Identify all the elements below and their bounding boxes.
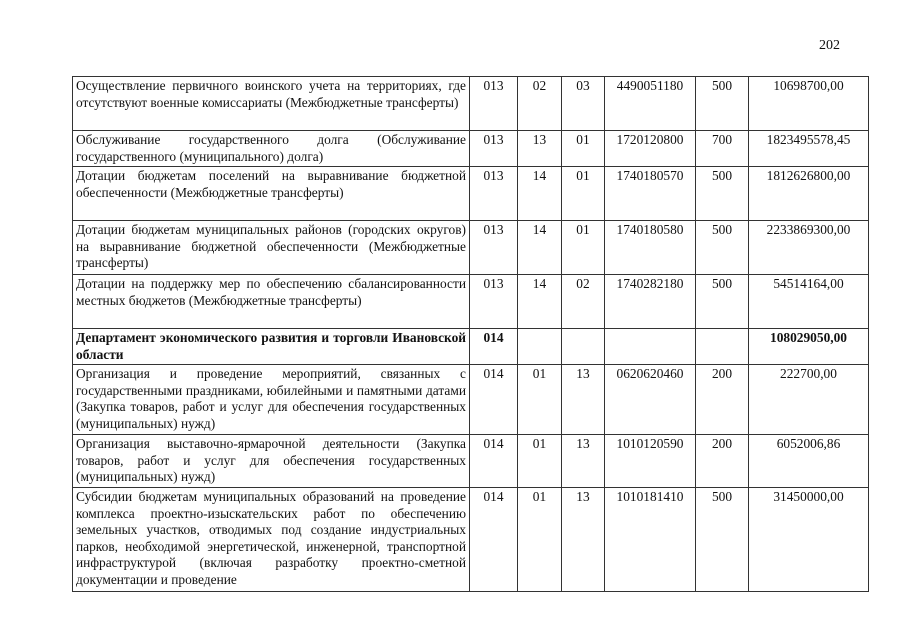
amount: 1812626800,00: [749, 167, 869, 221]
table-row: [73, 365, 869, 435]
target-article-code: 1740180580: [605, 221, 696, 275]
section-code: 01: [518, 435, 562, 488]
section-code: 14: [518, 275, 562, 329]
row-name: Дотации на поддержку мер по обеспечению сбалансированности местных бюджетов (Межбюджетные трансферты): [73, 275, 470, 329]
target-article-code: 1740180570: [605, 167, 696, 221]
amount: 2233869300,00: [749, 221, 869, 275]
subsection-code: 13: [562, 365, 605, 435]
amount: 10698700,00: [749, 77, 869, 131]
amount: 108029050,00: [749, 329, 869, 365]
row-name: Дотации бюджетам поселений на выравнивание бюджетной обеспеченности (Межбюджетные трансферты): [73, 167, 470, 221]
section-code: 14: [518, 167, 562, 221]
section-code: 02: [518, 77, 562, 131]
ministry-code: 014: [470, 488, 518, 592]
target-article-code: 0620620460: [605, 365, 696, 435]
target-article-code: 1740282180: [605, 275, 696, 329]
target-article-code: 1010120590: [605, 435, 696, 488]
subsection-code: 13: [562, 488, 605, 592]
expense-type-code: 500: [696, 167, 749, 221]
row-name: Организация и проведение мероприятий, связанных с государственными праздниками, юбилейными и памятными датами (Закупка товаров, работ и услуг для обеспечения государственных (муниципальных) нужд): [73, 365, 470, 435]
ministry-code: 013: [470, 131, 518, 167]
ministry-code: 014: [470, 329, 518, 365]
table-row: [73, 488, 869, 592]
section-code: 13: [518, 131, 562, 167]
subsection-code: 03: [562, 77, 605, 131]
subsection-code: 01: [562, 221, 605, 275]
row-name: Осуществление первичного воинского учета на территориях, где отсутствуют военные комиссариаты (Межбюджетные трансферты): [73, 77, 470, 131]
ministry-code: 013: [470, 77, 518, 131]
ministry-code: 013: [470, 221, 518, 275]
row-name: Субсидии бюджетам муниципальных образований на проведение комплекса проектно-изыскательских работ по обеспечению земельных участков, отводимых под создание индустриальных парков, необходимой энергетической, инженерной, транспортной инфраструктурой (включая разработку проектно-сметной документации и проведение: [73, 488, 470, 592]
subsection-code: [562, 329, 605, 365]
expense-type-code: 500: [696, 77, 749, 131]
amount: 1823495578,45: [749, 131, 869, 167]
amount: 54514164,00: [749, 275, 869, 329]
section-code: 14: [518, 221, 562, 275]
expense-type-code: 500: [696, 221, 749, 275]
ministry-code: 014: [470, 365, 518, 435]
expense-type-code: 500: [696, 488, 749, 592]
ministry-code: 013: [470, 275, 518, 329]
row-name: Дотации бюджетам муниципальных районов (городских округов) на выравнивание бюджетной обеспеченности (Межбюджетные трансферты): [73, 221, 470, 275]
expense-type-code: 200: [696, 435, 749, 488]
expense-type-code: 500: [696, 275, 749, 329]
table-row: [73, 435, 869, 488]
target-article-code: 1010181410: [605, 488, 696, 592]
row-name: Обслуживание государственного долга (Обслуживание государственного (муниципального) долга): [73, 131, 470, 167]
ministry-code: 013: [470, 167, 518, 221]
section-code: 01: [518, 365, 562, 435]
amount: 31450000,00: [749, 488, 869, 592]
section-code: [518, 329, 562, 365]
subsection-code: 13: [562, 435, 605, 488]
table-row: [73, 221, 869, 275]
expense-type-code: 700: [696, 131, 749, 167]
expense-type-code: [696, 329, 749, 365]
target-article-code: [605, 329, 696, 365]
page-number: 202: [819, 38, 840, 53]
expense-type-code: 200: [696, 365, 749, 435]
subsection-code: 01: [562, 167, 605, 221]
section-code: 01: [518, 488, 562, 592]
target-article-code: 1720120800: [605, 131, 696, 167]
ministry-code: 014: [470, 435, 518, 488]
table-row-department: [73, 329, 869, 365]
amount: 222700,00: [749, 365, 869, 435]
subsection-code: 01: [562, 131, 605, 167]
table-row: [73, 77, 869, 131]
table-row: [73, 167, 869, 221]
table-row: [73, 131, 869, 167]
budget-table: [72, 76, 869, 592]
amount: 6052006,86: [749, 435, 869, 488]
row-name: Организация выставочно-ярмарочной деятельности (Закупка товаров, работ и услуг для обеспечения государственных (муниципальных) нужд): [73, 435, 470, 488]
table-row: [73, 275, 869, 329]
row-name: Департамент экономического развития и торговли Ивановской области: [73, 329, 470, 365]
subsection-code: 02: [562, 275, 605, 329]
target-article-code: 4490051180: [605, 77, 696, 131]
